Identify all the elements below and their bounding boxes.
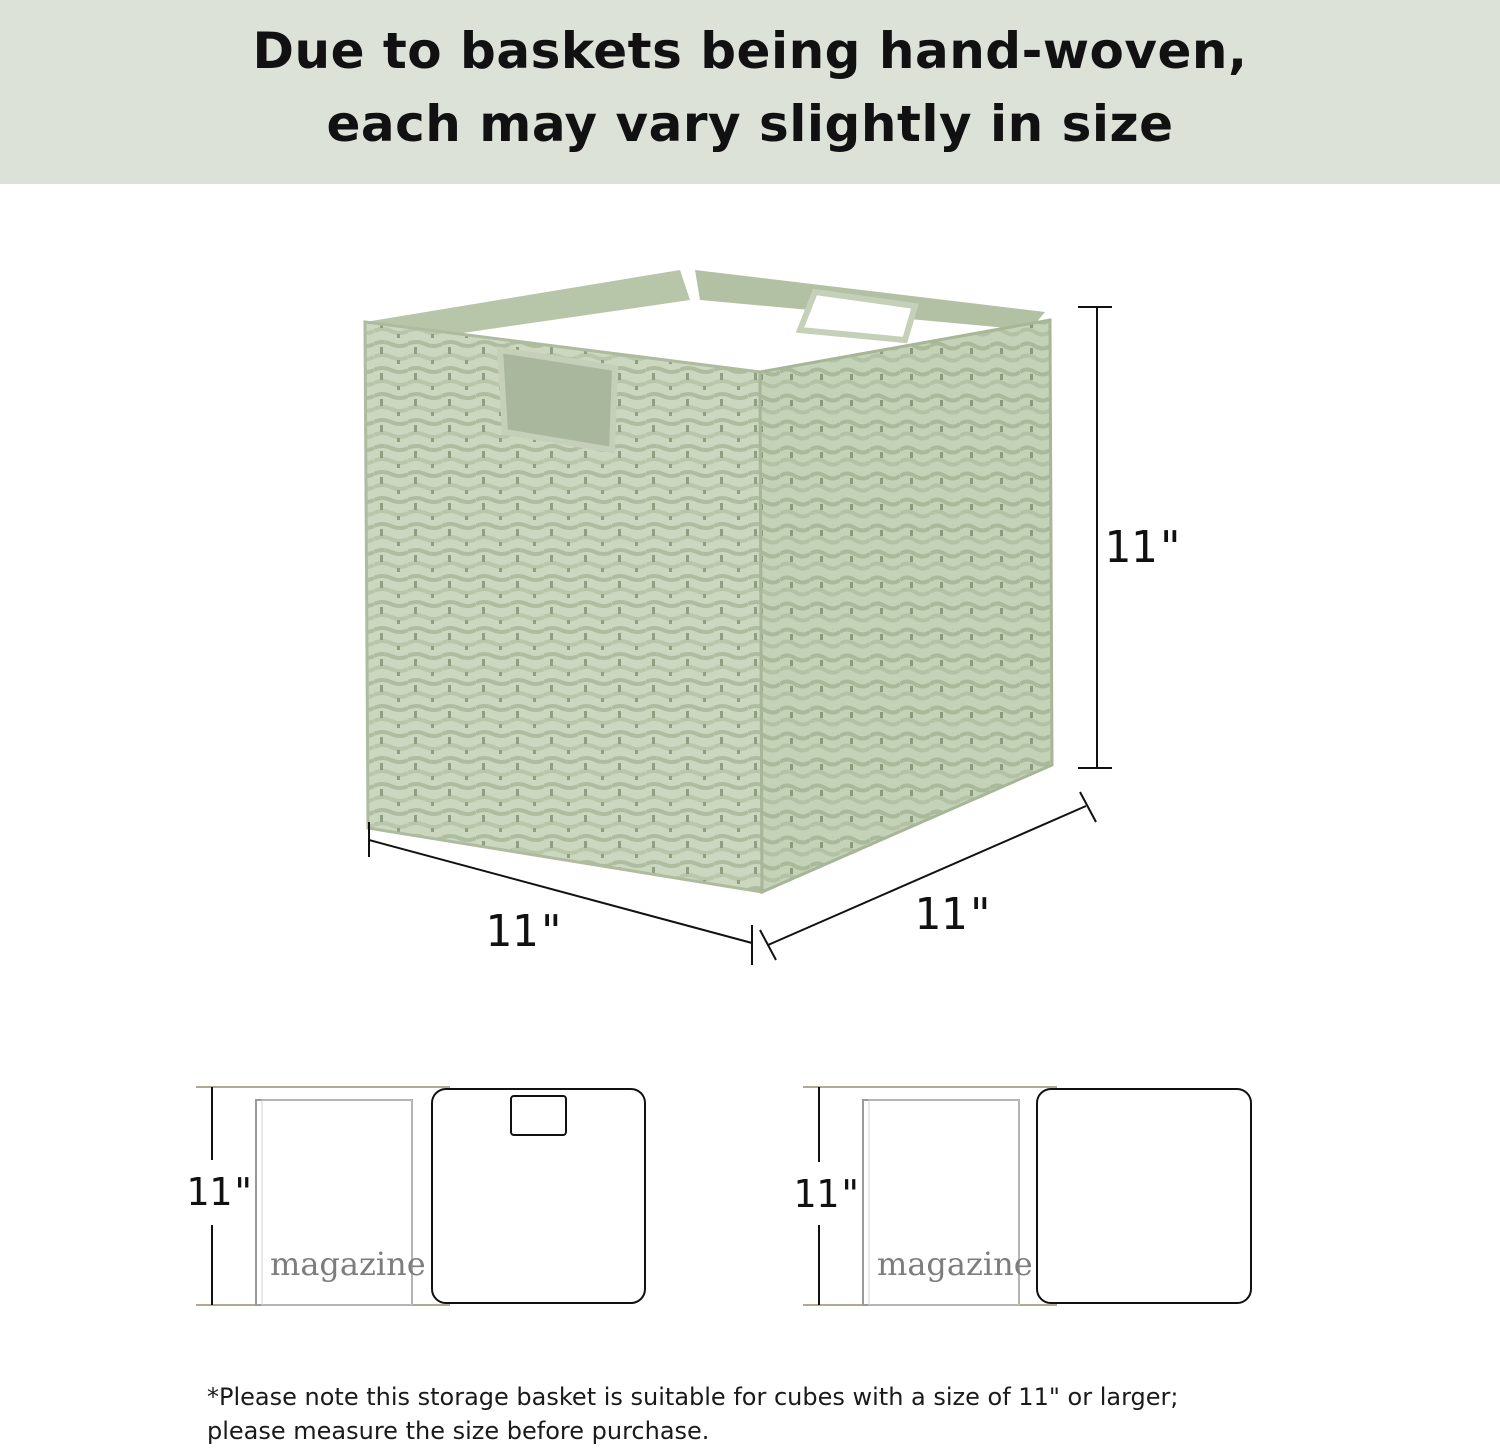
basket-handle-front: [500, 350, 615, 450]
comparison-2-magazine-label: magazine: [877, 1245, 1033, 1283]
footnote-line-2: please measure the size before purchase.: [207, 1417, 710, 1445]
comparison-2-height-label: 11": [793, 1172, 862, 1216]
height-label: 11": [1104, 522, 1184, 573]
headline-line-2: each may vary slightly in size: [326, 95, 1174, 153]
handle-outline: [511, 1096, 566, 1135]
width-label: 11": [485, 906, 565, 957]
header-banner: [0, 0, 1500, 184]
basket-side-face: [760, 320, 1052, 892]
comparison-1-magazine-label: magazine: [270, 1245, 426, 1283]
headline-line-1: Due to baskets being hand-woven,: [252, 22, 1248, 80]
comparison-1-height-label: 11": [186, 1170, 255, 1214]
depth-label: 11": [914, 889, 994, 940]
footnote: [207, 1380, 1407, 1448]
basket: [365, 270, 1052, 892]
footnote-line-1: *Please note this storage basket is suitable for cubes with a size of 11" or larger;: [207, 1383, 1179, 1411]
basket-outline: [1037, 1089, 1251, 1303]
